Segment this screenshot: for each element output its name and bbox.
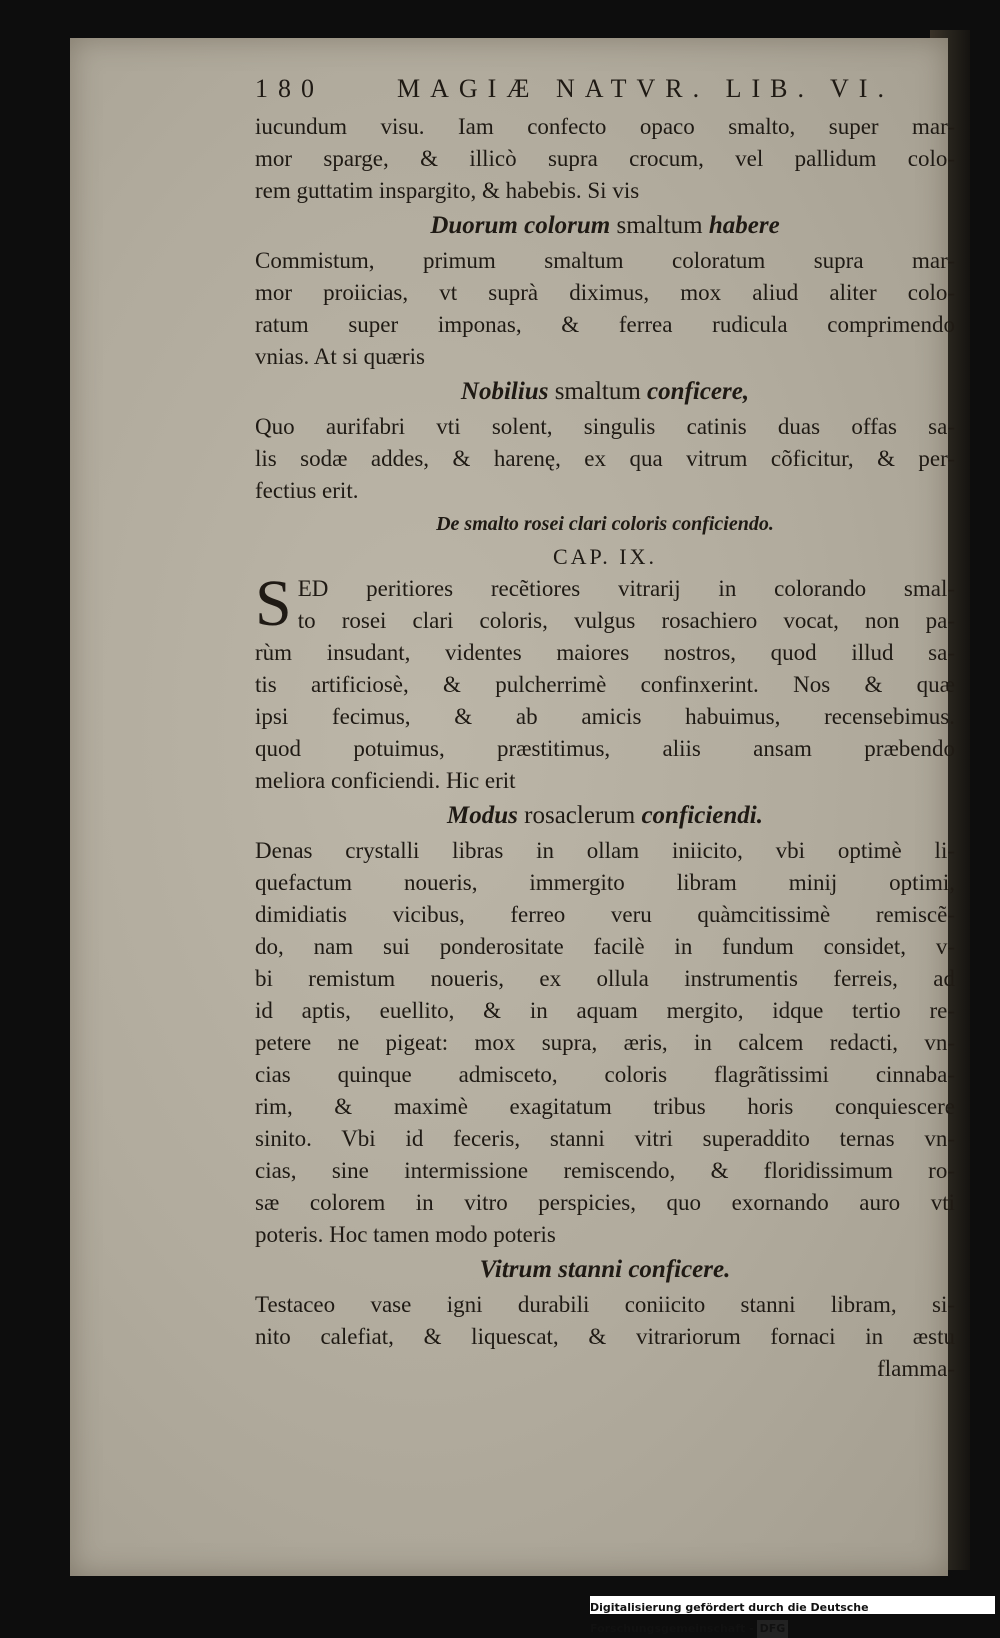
text-line: poteris. Hoc tamen modo poteris [255,1222,556,1247]
text-line: mor proiicias, vt suprà diximus, mox aliud aliter colo- [255,280,955,305]
text-line: Testaceo vase igni durabili coniicito stanni libram, si- [255,1292,955,1317]
chapter-paragraph [255,573,955,797]
drop-cap: S [255,573,292,640]
page-number: 180 [255,74,324,103]
rubric-part: conficere, [647,378,750,405]
text-line: ED peritiores recẽtiores vitrarij in colorando smal- [297,576,955,601]
rubric-part: conficiendi. [641,802,763,829]
footer-bar [590,1596,995,1635]
text-line: sæ colorem in vitro perspicies, quo exornando auro vti [255,1190,955,1215]
rubric-part: Modus [447,802,518,829]
block2 [255,245,955,373]
text-line: petere ne pigeat: mox supra, æris, in calcem redacti, vn- [255,1030,955,1055]
text-line: iucundum visu. Iam confecto opaco smalto, super mar- [255,114,955,139]
text-line: ratum super imponas, & ferrea rudicula comprimendo [255,312,955,337]
rubric-part: Nobilius [460,378,549,405]
text-line: fectius erit. [255,478,359,503]
text-line: rùm insudant, videntes maiores nostros, quod illud sa- [255,640,955,665]
text-line: cias quinque admisceto, coloris flagrãtissimi cinnaba- [255,1062,955,1087]
chapter-title: De smalto rosei clari coloris conficiendo. [436,513,774,535]
rubric-vitrum [255,1251,955,1289]
text-line: id aptis, euellito, & in aquam mergito, idque tertio re- [255,998,955,1023]
footer-text: Digitalisierung gefördert durch die Deutsche Forschungsgemeinschaft - [590,1601,869,1635]
rubric-nobilius [255,373,955,411]
text-line: quod potuimus, præstitimus, aliis ansam præbendo [255,736,955,761]
rubric-modus [255,797,955,835]
rubric-part: smaltum [548,378,648,405]
rubric-part: Vitrum stanni conficere. [479,1256,731,1283]
text-line: meliora conficiendi. Hic erit [255,768,516,793]
rubric-part: rosaclerum [517,802,642,829]
text-line: quefactum noueris, immergito libram minij optimi, [255,870,955,895]
chapter-number: CAP. IX. [552,544,658,569]
text-line: tis artificiosè, & pulcherrimè confinxerint. Nos & quæ [255,672,955,697]
text-line: mor sparge, & illicò supra crocum, vel pallidum colo- [255,146,955,171]
block6 [255,1289,955,1353]
text-line: sinito. Vbi id feceris, stanni vitri superaddito ternas vn- [255,1126,955,1151]
dfg-logo: DFG [757,1620,789,1638]
text-line: to rosei clari coloris, vulgus rosachiero vocat, non pa- [297,608,955,633]
text-line: ipsi fecimus, & ab amicis habuimus, recensebimus. [255,704,955,729]
text-line: Quo aurifabri vti solent, singulis catinis duas offas sa- [255,414,955,439]
text-line: dimidiatis vicibus, ferreo veru quàmcitissimè remiscẽ- [255,902,955,927]
text-line: nito calefiat, & liquescat, & vitrariorum fornaci in æstu [255,1324,955,1349]
text-line: vnias. At si quæris [255,344,425,369]
rubric-part: habere [708,212,780,239]
rubric-part: smaltum [610,212,709,239]
text-line: rem guttatim inspargito, & habebis. Si vis [255,178,640,203]
block4 [255,573,955,797]
page-text [255,67,955,1385]
text-line: rim, & maximè exagitatum tribus horis conquiescere [255,1094,955,1119]
block3 [255,411,955,507]
catchword: flamma- [877,1356,955,1381]
rubric-part: Duorum colorum [430,212,611,239]
text-line: bi remistum noueris, ex ollula instrumentis ferreis, ad [255,966,955,991]
text-line: cias, sine intermissione remiscendo, & floridissimum ro- [255,1158,955,1183]
running-title: MAGIÆ NATVR. LIB. VI. [397,74,894,103]
block5 [255,835,955,1251]
block1 [255,111,955,207]
text-line: Denas crystalli libras in ollam iniicito, vbi optimè li- [255,838,955,863]
rubric-duorum-colorum [255,207,955,245]
running-head [255,67,955,111]
text-line: do, nam sui ponderositate facilè in fundum considet, v- [255,934,955,959]
text-line: Commistum, primum smaltum coloratum supra mar- [255,248,955,273]
text-line: lis sodæ addes, & harenę, ex qua vitrum cõficitur, & per- [255,446,955,471]
